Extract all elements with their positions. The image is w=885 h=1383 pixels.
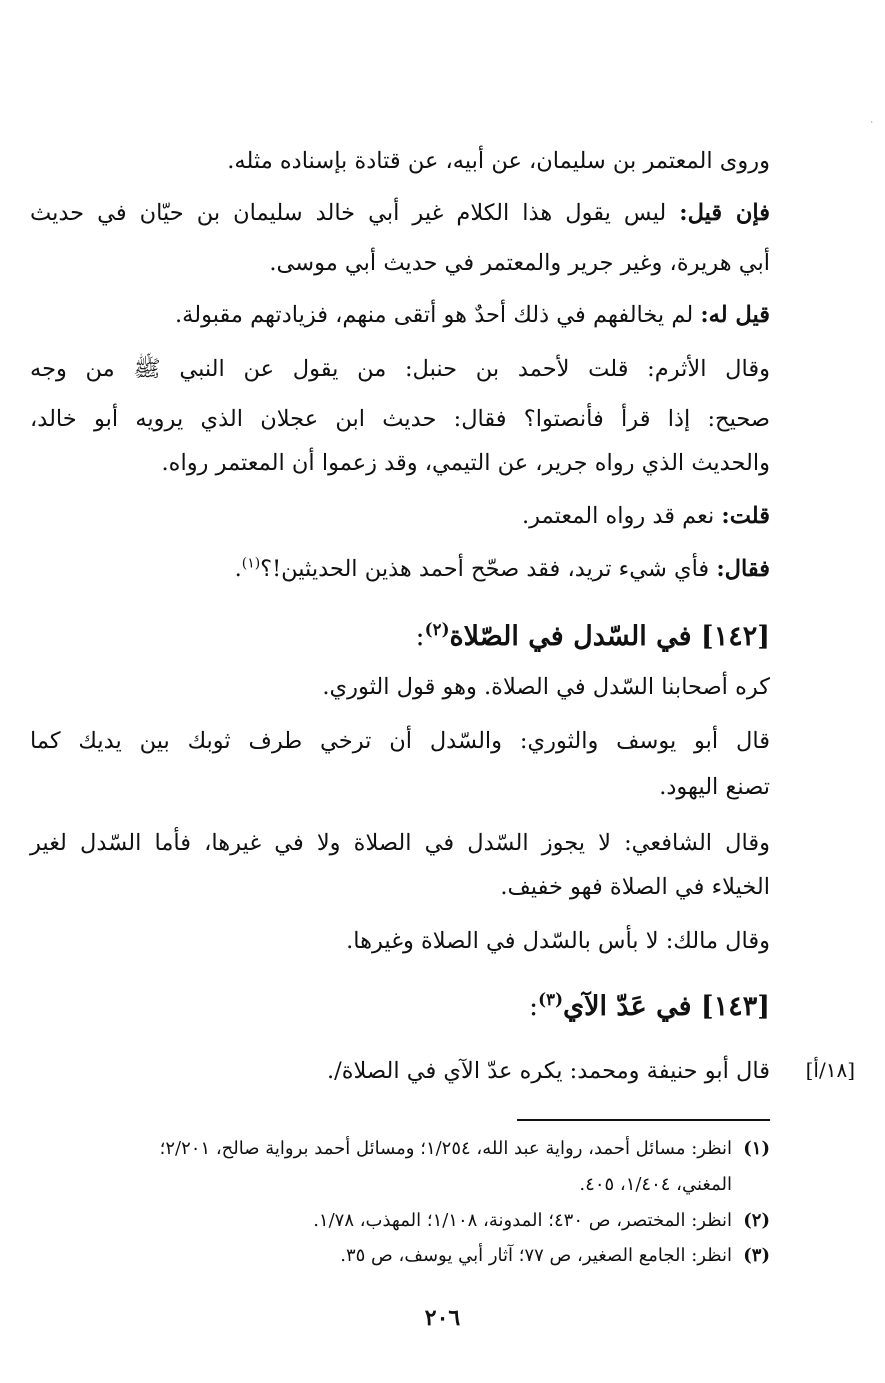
- section-heading-143: [529, 984, 770, 1030]
- footnote-ref: (١): [241, 555, 261, 572]
- footnote-ref: (٣): [538, 989, 563, 1009]
- body-line-2: [30, 190, 770, 236]
- footnote-1: [30, 1132, 770, 1166]
- scan-speck: ·: [870, 118, 873, 127]
- body-line-3: [30, 240, 770, 286]
- body-text: والحديث الذي رواه جرير، عن التيمي، وقد زعموا أن المعتمر رواه.: [161, 450, 770, 476]
- body-line-8: [30, 493, 770, 539]
- body-text: صحيح: إذا قرأ فأنصتوا؟ فقال: حديث ابن عجلان الذي يرويه أبو خالد،: [30, 406, 770, 432]
- heading-colon: :: [529, 991, 539, 1022]
- body-line-14: [30, 864, 770, 910]
- page-number: ٢٠٦: [424, 1305, 461, 1331]
- body-text: وروى المعتمر بن سليمان، عن أبيه، عن قتادة بإسناده مثله.: [227, 148, 770, 174]
- body-text: لم يخالفهم في ذلك أحدٌ هو أتقى منهم، فزيادتهم مقبولة.: [175, 302, 694, 328]
- body-line-1: [30, 138, 770, 184]
- body-line-4: [30, 292, 770, 338]
- heading-text: [١٤٢] في السّدل في الصّلاة: [449, 621, 770, 652]
- body-text: الخيلاء في الصلاة فهو خفيف.: [500, 874, 770, 900]
- body-text: وقال مالك: لا بأس بالسّدل في الصلاة وغيرها.: [346, 928, 770, 954]
- body-text: .: [234, 556, 242, 582]
- lead-phrase: قلت:: [721, 503, 770, 529]
- footnote-1-continuation: [30, 1168, 732, 1202]
- lead-phrase: قيل له:: [700, 302, 770, 328]
- body-line-9: [30, 546, 770, 592]
- body-line-5: [30, 346, 770, 392]
- body-line-10: [30, 664, 770, 710]
- body-line-7: [30, 440, 770, 486]
- body-text: قال أبو يوسف والثوري: والسّدل أن ترخي طرف ثوبك بين يديك كما: [30, 728, 770, 754]
- footnote-number: (٣): [743, 1245, 770, 1266]
- footnote-number: (١): [743, 1138, 770, 1159]
- footnote-text: المغني، ١/٤٠٤، ٤٠٥.: [579, 1174, 732, 1195]
- body-text: فأي شيء تريد، فقد صحّح أحمد هذين الحديثين!؟: [260, 556, 710, 582]
- footnote-ref: (٢): [424, 619, 450, 639]
- body-text: وقال الشافعي: لا يجوز السّدل في الصلاة ولا في غيرها، فأما السّدل لغير: [30, 830, 770, 856]
- body-text: قال أبو حنيفة ومحمد: يكره عدّ الآي في الصلاة/.: [327, 1058, 770, 1084]
- footnote-number: (٢): [743, 1210, 770, 1231]
- footnote-text: انظر: مسائل أحمد، رواية عبد الله، ١/٢٥٤؛ ومسائل أحمد برواية صالح، ٢/٢٠١؛: [159, 1138, 732, 1159]
- manuscript-folio-note: [١٨/أ]: [805, 1058, 855, 1082]
- lead-phrase: فقال:: [716, 556, 770, 582]
- body-line-16: [30, 1048, 770, 1094]
- section-heading-142: [416, 614, 770, 660]
- heading-colon: :: [415, 621, 425, 652]
- heading-text: [١٤٣] في عَدّ الآي: [563, 991, 770, 1022]
- body-text: ليس يقول هذا الكلام غير أبي خالد سليمان بن حيّان في حديث: [30, 200, 667, 226]
- lead-phrase: فإن قيل:: [679, 200, 770, 226]
- body-text: وقال الأثرم: قلت لأحمد بن حنبل: من يقول عن النبي ﷺ من وجه: [30, 356, 770, 382]
- footnote-2: [30, 1204, 770, 1238]
- body-line-12: [30, 764, 770, 810]
- body-line-15: [30, 918, 770, 964]
- body-line-6: [30, 396, 770, 442]
- body-line-13: [30, 820, 770, 866]
- footnote-text: انظر: الجامع الصغير، ص ٧٧؛ آثار أبي يوسف، ص ٣٥.: [340, 1245, 732, 1266]
- footnote-3: [30, 1239, 770, 1273]
- body-text: أبي هريرة، وغير جرير والمعتمر في حديث أبي موسى.: [269, 250, 770, 276]
- footnote-separator: [517, 1119, 770, 1121]
- body-text: تصنع اليهود.: [659, 774, 770, 800]
- footnote-text: انظر: المختصر، ص ٤٣٠؛ المدونة، ١/١٠٨؛ المهذب، ١/٧٨.: [313, 1210, 732, 1231]
- body-text: كره أصحابنا السّدل في الصلاة. وهو قول الثوري.: [322, 674, 770, 700]
- body-text: نعم قد رواه المعتمر.: [522, 503, 715, 529]
- body-line-11: [30, 718, 770, 764]
